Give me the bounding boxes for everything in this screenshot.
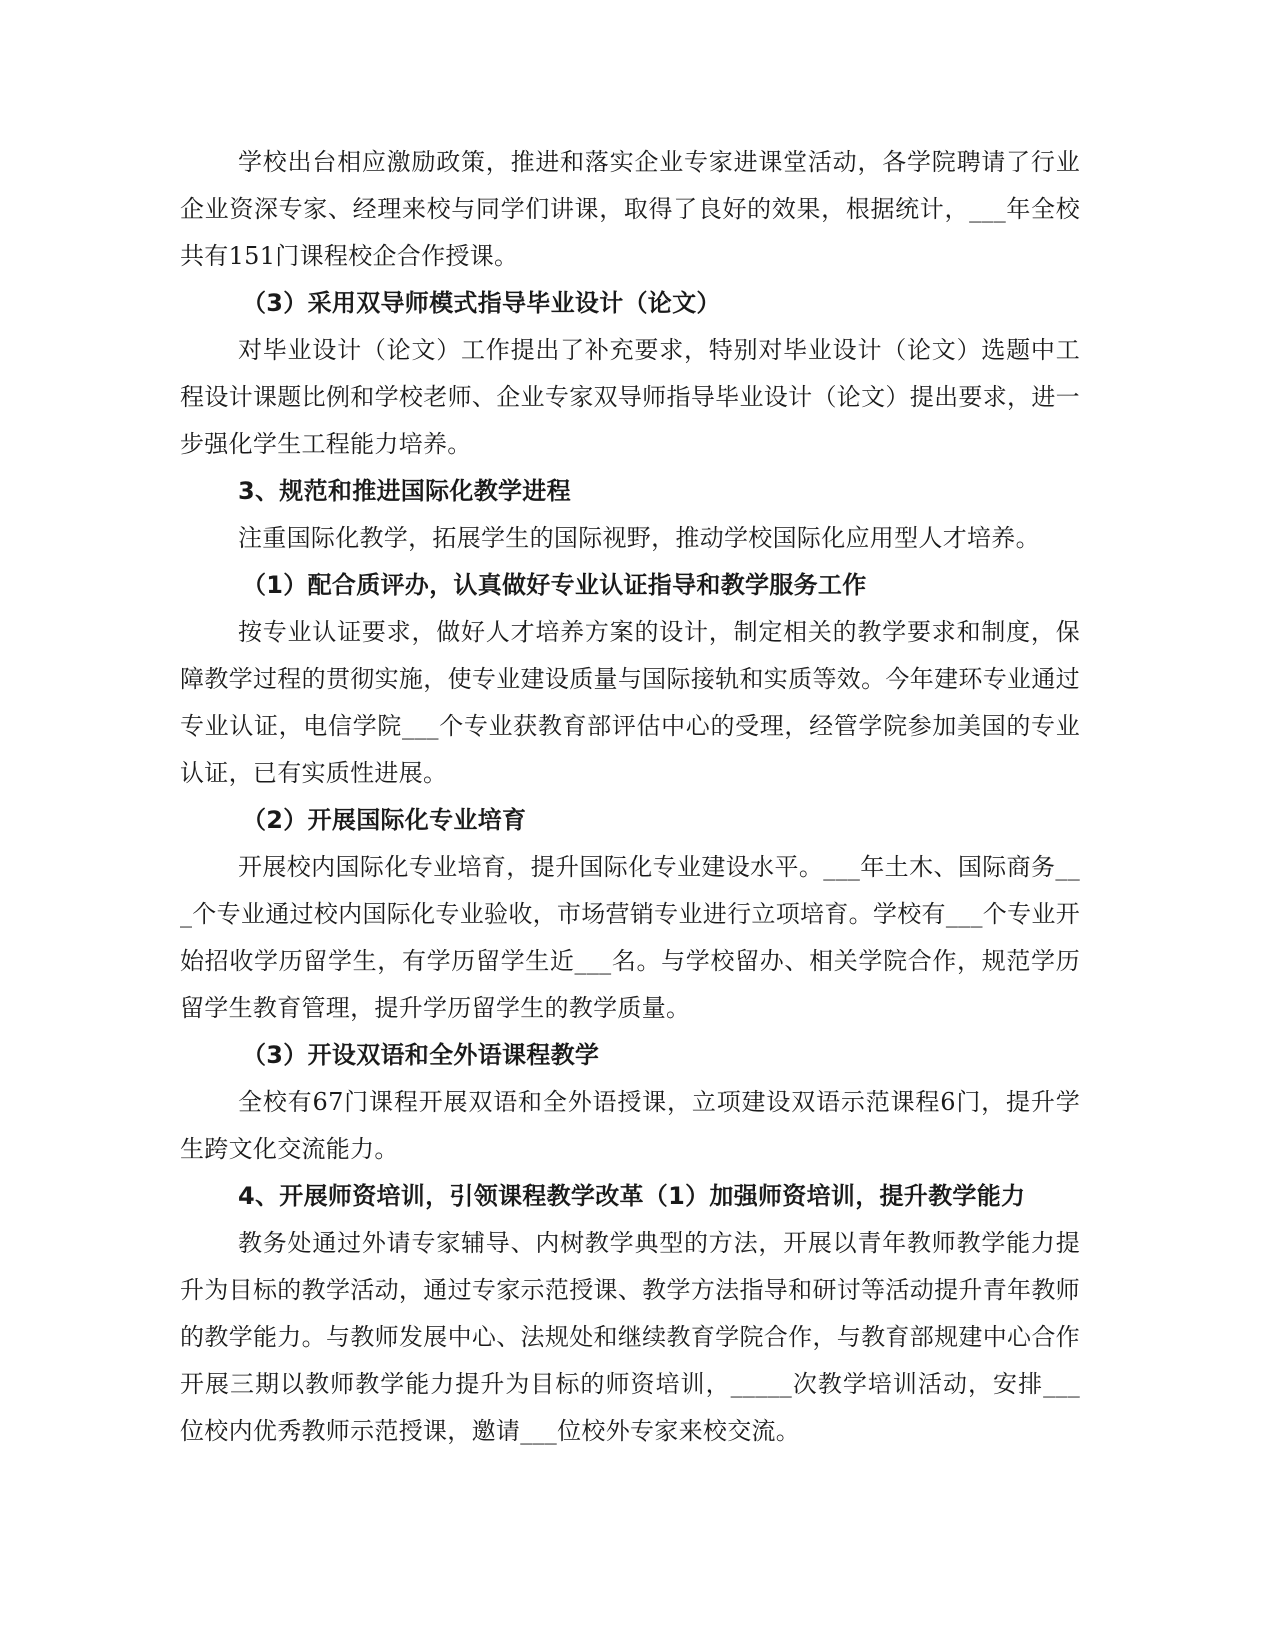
heading-teacher-training: 4、开展师资培训，引领课程教学改革（1）加强师资培训，提升教学能力 <box>238 1182 1026 1210</box>
paragraph-graduation-design: 对毕业设计（论文）工作提出了补充要求，特别对毕业设计（论文）选题中工程设计课题比例和学校老师、企业专家双导师指导毕业设计（论文）提出要求，进一步强化学生工程能力培养。 <box>180 336 1080 458</box>
paragraph-bilingual-courses: 全校有67门课程开展双语和全外语授课，立项建设双语示范课程6门，提升学生跨文化交流能力。 <box>180 1088 1080 1163</box>
paragraph-teacher-training: 教务处通过外请专家辅导、内树教学典型的方法，开展以青年教师教学能力提升为目标的教学活动，通过专家示范授课、教学方法指导和研讨等活动提升青年教师的教学能力。与教师发展中心、法规处和继续教育学院合作，与教育部规建中心合作开展三期以教师教学能力提升为目标的师资培训，_____次教学培训活动，安排___位校内优秀教师示范授课，邀请___位校外专家来校交流。 <box>180 1229 1080 1445</box>
paragraph-enterprise-experts: 学校出台相应激励政策，推进和落实企业专家进课堂活动，各学院聘请了行业企业资深专家、经理来校与同学们讲课，取得了良好的效果，根据统计，___年全校共有151门课程校企合作授课。 <box>180 148 1080 270</box>
subheading-certification: （1）配合质评办，认真做好专业认证指导和教学服务工作 <box>242 571 867 599</box>
paragraph-international-teaching: 注重国际化教学，拓展学生的国际视野，推动学校国际化应用型人才培养。 <box>238 524 1040 552</box>
subheading-bilingual-courses: （3）开设双语和全外语课程教学 <box>242 1041 600 1069</box>
document-page <box>180 139 1080 1455</box>
heading-internationalization: 3、规范和推进国际化教学进程 <box>238 477 571 505</box>
paragraph-certification: 按专业认证要求，做好人才培养方案的设计，制定相关的教学要求和制度，保障教学过程的贯彻实施，使专业建设质量与国际接轨和实质等效。今年建环专业通过专业认证，电信学院___个专业获教育部评估中心的受理，经管学院参加美国的专业认证，已有实质性进展。 <box>180 618 1080 787</box>
subheading-dual-mentor: （3）采用双导师模式指导毕业设计（论文） <box>242 289 721 317</box>
subheading-international-majors: （2）开展国际化专业培育 <box>242 806 527 834</box>
paragraph-international-majors: 开展校内国际化专业培育，提升国际化专业建设水平。___年土木、国际商务___个专业通过校内国际化专业验收，市场营销专业进行立项培育。学校有___个专业开始招收学历留学生，有学历留学生近___名。与学校留办、相关学院合作，规范学历留学生教育管理，提升学历留学生的教学质量。 <box>180 853 1080 1022</box>
